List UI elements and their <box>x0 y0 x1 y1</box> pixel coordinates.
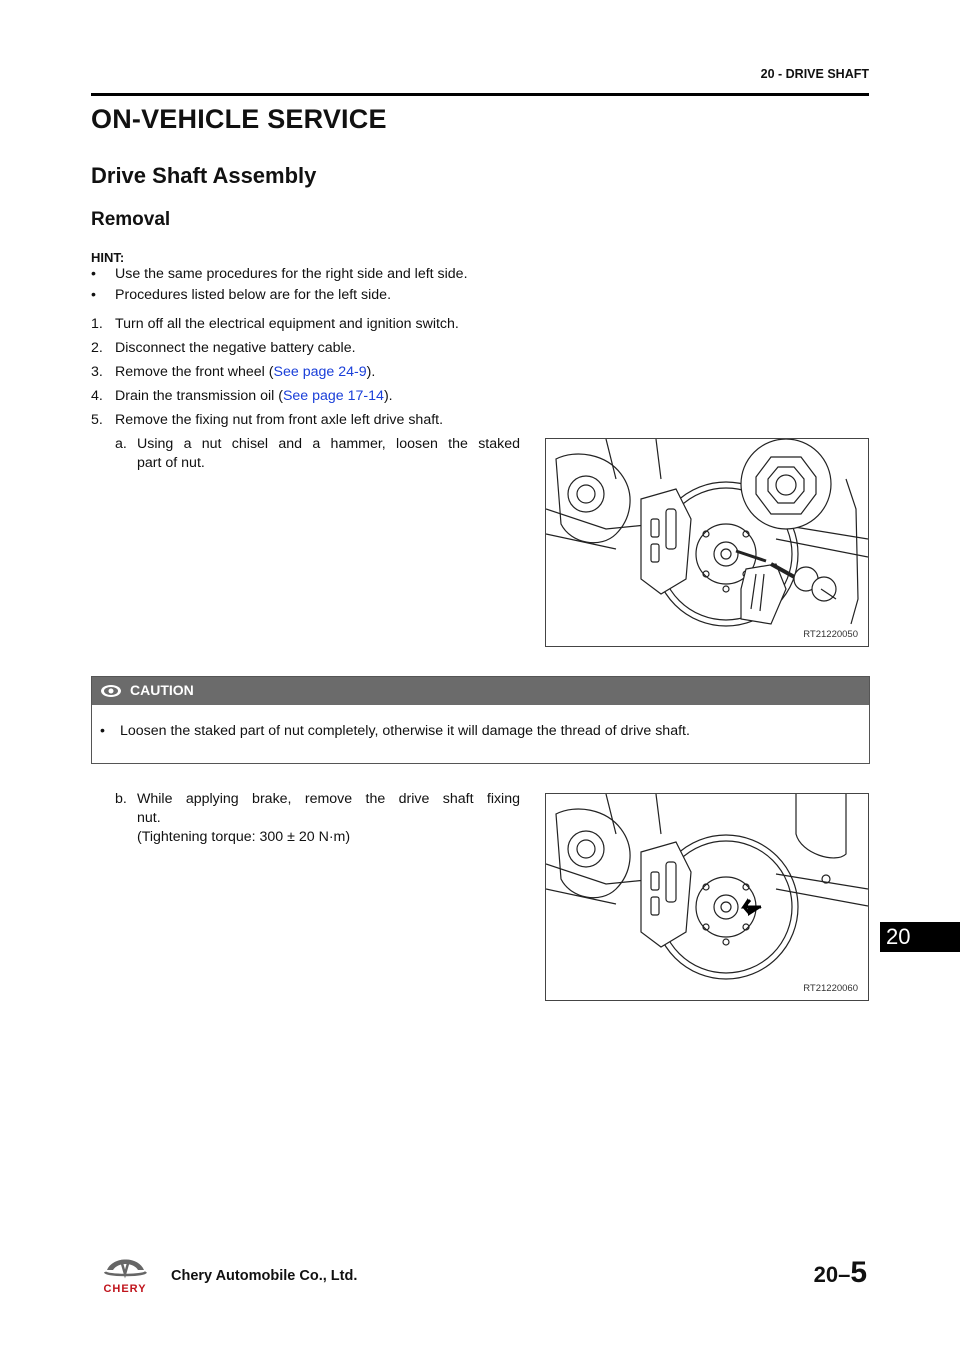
chapter-tab-label: 20 <box>886 924 911 949</box>
svg-text:CHERY: CHERY <box>103 1283 147 1295</box>
substep-b: b. While applying brake, remove the drive shaft fixing nut. (Tightening torque: 300 ± 20 N·m) <box>115 791 520 845</box>
figure-id: RT21220050 <box>803 629 858 640</box>
figure-id: RT21220060 <box>803 983 858 994</box>
substep-a: a. Using a nut chisel and a hammer, loosen the staked part of nut. <box>115 436 520 471</box>
step-2: 2. Disconnect the negative battery cable. <box>91 340 356 356</box>
figure-fixing-nut <box>545 793 869 1001</box>
see-page-link[interactable]: See page 17-14 <box>282 388 384 404</box>
step-4: 4. Drain the transmission oil (See page 17-14). <box>91 388 393 404</box>
page-number: 20–5 <box>813 1256 867 1289</box>
caution-bullet: • Loosen the staked part of nut completely, otherwise it will damage the thread of drive shaft. <box>100 723 690 739</box>
step-5: 5. Remove the fixing nut from front axle left drive shaft. <box>91 412 444 428</box>
caution-header <box>92 677 869 705</box>
procedure-heading: Removal <box>91 209 171 230</box>
caution-box <box>91 676 870 764</box>
hint-label: HINT: <box>91 250 125 265</box>
caution-title: CAUTION <box>130 682 194 698</box>
section-heading: ON-VEHICLE SERVICE <box>91 104 387 134</box>
see-page-link[interactable]: See page 24-9 <box>273 364 367 380</box>
hint-bullet: • Procedures listed below are for the left side. <box>91 287 392 303</box>
chery-logo-icon <box>93 1252 158 1298</box>
figure-nut-chisel <box>545 438 869 647</box>
subsection-heading: Drive Shaft Assembly <box>91 163 317 188</box>
hint-bullet: • Use the same procedures for the right side and left side. <box>91 266 468 282</box>
footer-company: Chery Automobile Co., Ltd. <box>171 1268 358 1284</box>
running-header: 20 - DRIVE SHAFT <box>760 67 869 81</box>
step-3: 3. Remove the front wheel (See page 24-9). <box>91 364 376 380</box>
brake-assembly-illustration <box>546 794 868 1000</box>
eye-icon <box>100 682 122 700</box>
step-1: 1. Turn off all the electrical equipment and ignition switch. <box>91 316 459 332</box>
brake-assembly-illustration <box>546 439 868 646</box>
header-rule <box>91 93 869 96</box>
